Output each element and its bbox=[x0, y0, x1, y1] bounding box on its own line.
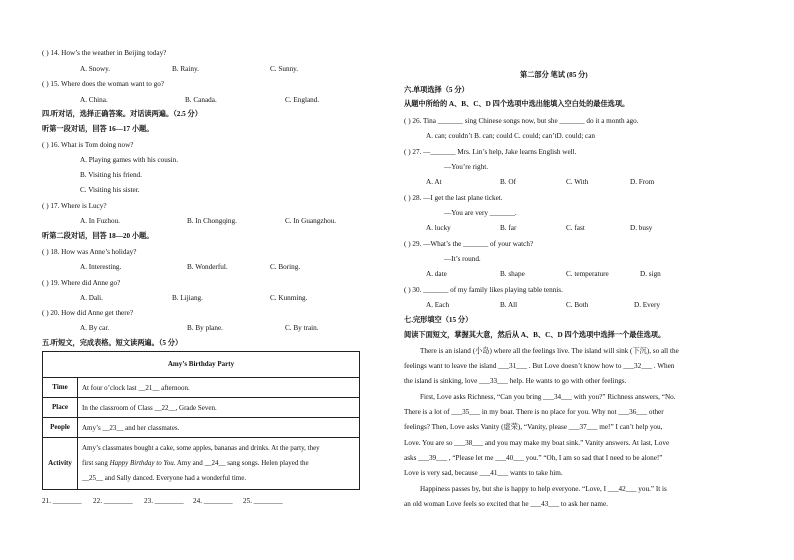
option-c: C. With bbox=[566, 178, 589, 186]
place-label: Place bbox=[43, 398, 78, 418]
passage-line: Love. You are so ___38___ and you may make my boat sink.” Vanity answers. At last, Love bbox=[404, 439, 670, 447]
question-14: ( ) 14. How’s the weather in Beijing today? bbox=[42, 49, 167, 57]
option-b: B. Canada. bbox=[185, 96, 217, 104]
question-19: ( ) 19. Where did Anne go? bbox=[42, 279, 121, 287]
option-b: B. Wonderful. bbox=[187, 263, 228, 271]
passage-line: an old woman Love feels so excited that he ___43___ to ask her name. bbox=[404, 500, 608, 508]
activity-line-1: Amy’s classmates bought a cake, some apples, bananas and drinks. At the party, they bbox=[82, 444, 320, 452]
passage-line: There is an island (小岛) where all the feelings live. The island will sink (下沉), so all the bbox=[420, 347, 679, 355]
section-7-instructions: 阅读下面短文，掌握其大意，然后从 A、B、C、D 四个选项中选择一个最佳选项。 bbox=[404, 331, 666, 339]
passage-line: Love is very sad, because ___41___ wants to take him. bbox=[404, 469, 563, 477]
question-27-reply: —You’re right. bbox=[444, 163, 488, 171]
option-b: B. By plane. bbox=[187, 324, 223, 332]
passage-line: Happiness passes by, but she is happy to help everyone. “Love, I ___42___ you.” It is bbox=[420, 485, 667, 493]
option-b: B. In Chongqing. bbox=[187, 217, 237, 225]
passage-line: First, Love asks Richness, “Can you bring ___34___ with you?” Richness answers, “No. bbox=[420, 393, 676, 401]
passage-line: feelings want to leave the island ___31___ . But Love doesn’t know how to ___32___ . When bbox=[404, 362, 675, 370]
section-6-heading: 六.单项选择（5 分） bbox=[404, 86, 469, 94]
question-17: ( ) 17. Where is Lucy? bbox=[42, 202, 107, 210]
answer-blank-24: 24. ________ bbox=[193, 497, 233, 505]
option-b: B. shape bbox=[500, 270, 525, 278]
option-c: C. Visiting his sister. bbox=[80, 186, 140, 194]
passage-line: There is a lot of ___35___ in my boat. There is no place for you. Why not ___36___ other bbox=[404, 408, 664, 416]
option-c: C. temperature bbox=[566, 270, 609, 278]
answer-blank-25: 25. ________ bbox=[243, 497, 283, 505]
option-a: A. Interesting. bbox=[80, 263, 122, 271]
option-a: A. Snowy. bbox=[80, 65, 111, 73]
place-value: In the classroom of Class __22__, Grade Seven. bbox=[78, 398, 360, 418]
question-26-options: A. can; couldn’t B. can; could C. could; can’tD. could; can bbox=[426, 132, 595, 140]
time-value: At four o’clock last __21__ afternoon. bbox=[78, 378, 360, 398]
passage-line: asks ___39___ , “Please let me ___40___ you.” “Oh, I am so sad that I need to be alone!” bbox=[404, 454, 663, 462]
option-a: A. Playing games with his cousin. bbox=[80, 156, 179, 164]
option-a: A. By car. bbox=[80, 324, 110, 332]
option-c: C. Both bbox=[566, 301, 589, 309]
option-b: B. All bbox=[500, 301, 518, 309]
answer-blank-21: 21. ________ bbox=[42, 497, 82, 505]
question-15: ( ) 15. Where does the woman want to go? bbox=[42, 80, 165, 88]
question-30: ( ) 30. _______ of my family likes playing table tennis. bbox=[404, 286, 563, 294]
option-a: A. At bbox=[426, 178, 442, 186]
question-28: ( ) 28. —I get the last plane ticket. bbox=[404, 194, 503, 202]
option-a: A. Each bbox=[426, 301, 450, 309]
option-d: D. Every bbox=[634, 301, 660, 309]
option-b: B. far bbox=[500, 224, 517, 232]
activity-label: Activity bbox=[43, 438, 78, 490]
dialogue-2-heading: 听第二段对话，回答 18—20 小题。 bbox=[42, 232, 154, 240]
option-c: C. Boring. bbox=[270, 263, 301, 271]
option-c: C. Kunming. bbox=[270, 294, 308, 302]
question-18: ( ) 18. How was Anne’s holiday? bbox=[42, 248, 137, 256]
question-20: ( ) 20. How did Anne get there? bbox=[42, 309, 134, 317]
birthday-party-table bbox=[42, 351, 360, 490]
passage-line: feelings? Then, Love asks Vanity (虚荣), “Vanity, please ___37___ me!” I can’t help you, bbox=[404, 423, 663, 431]
question-26: ( ) 26. Tina _______ sing Chinese songs now, but she _______ do it a month ago. bbox=[404, 117, 639, 125]
option-b: B. Lijiang. bbox=[172, 294, 203, 302]
activity-value bbox=[78, 438, 360, 490]
option-b: B. Rainy. bbox=[172, 65, 199, 73]
option-c: C. England. bbox=[285, 96, 320, 104]
option-b: B. Of bbox=[500, 178, 516, 186]
option-c: C. fast bbox=[566, 224, 585, 232]
option-a: A. date bbox=[426, 270, 447, 278]
section-5-heading: 五.听短文，完成表格。短文读两遍。（5 分） bbox=[42, 339, 183, 347]
question-27: ( ) 27. —_______ Mrs. Lin’s help, Jake learns English well. bbox=[404, 148, 577, 156]
question-29: ( ) 29. —What’s the _______ of your watch? bbox=[404, 240, 534, 248]
people-value: Amy’s __23__ and her classmates. bbox=[78, 418, 360, 438]
option-c: C. Sunny. bbox=[270, 65, 299, 73]
option-b: B. Visiting his friend. bbox=[80, 171, 142, 179]
section-7-heading: 七.完形填空（15 分） bbox=[404, 316, 473, 324]
option-d: D. sign bbox=[640, 270, 661, 278]
question-29-reply: —It’s round. bbox=[444, 255, 481, 263]
table-title: Amy’s Birthday Party bbox=[43, 352, 360, 378]
option-a: A. Dali. bbox=[80, 294, 103, 302]
part-2-heading: 第二部分 笔试 (85 分) bbox=[520, 71, 588, 79]
dialogue-1-heading: 听第一段对话，回答 16—17 小题。 bbox=[42, 125, 154, 133]
option-c: C. In Guangzhou. bbox=[285, 217, 337, 225]
activity-line-2: first sang Happy Birthday to You. Amy and __24__ sang songs. Helen played the bbox=[82, 459, 309, 467]
option-a: A. In Fuzhou. bbox=[80, 217, 120, 225]
song-title: Happy Birthday to You. bbox=[109, 459, 176, 467]
option-d: D. From bbox=[630, 178, 655, 186]
question-16: ( ) 16. What is Tom doing now? bbox=[42, 141, 134, 149]
answer-blank-22: 22. ________ bbox=[93, 497, 133, 505]
activity-line-3: __25__ and Sally danced. Everyone had a wonderful time. bbox=[82, 474, 247, 482]
option-d: D. busy bbox=[630, 224, 653, 232]
question-28-reply: —You are very _______. bbox=[444, 209, 517, 217]
passage-line: the island is sinking, love ___33___ help. He wants to go with other feelings. bbox=[404, 377, 627, 385]
option-a: A. lucky bbox=[426, 224, 451, 232]
time-label: Time bbox=[43, 378, 78, 398]
option-c: C. By train. bbox=[285, 324, 319, 332]
answer-blank-23: 23. ________ bbox=[144, 497, 184, 505]
section-6-instructions: 从题中所给的 A、B、C、D 四个选项中选出能填入空白处的最佳选项。 bbox=[404, 100, 630, 108]
option-a: A. China. bbox=[80, 96, 108, 104]
section-4-heading: 四.听对话，选择正确答案。对话读两遍。（2.5 分） bbox=[42, 110, 202, 118]
people-label: People bbox=[43, 418, 78, 438]
